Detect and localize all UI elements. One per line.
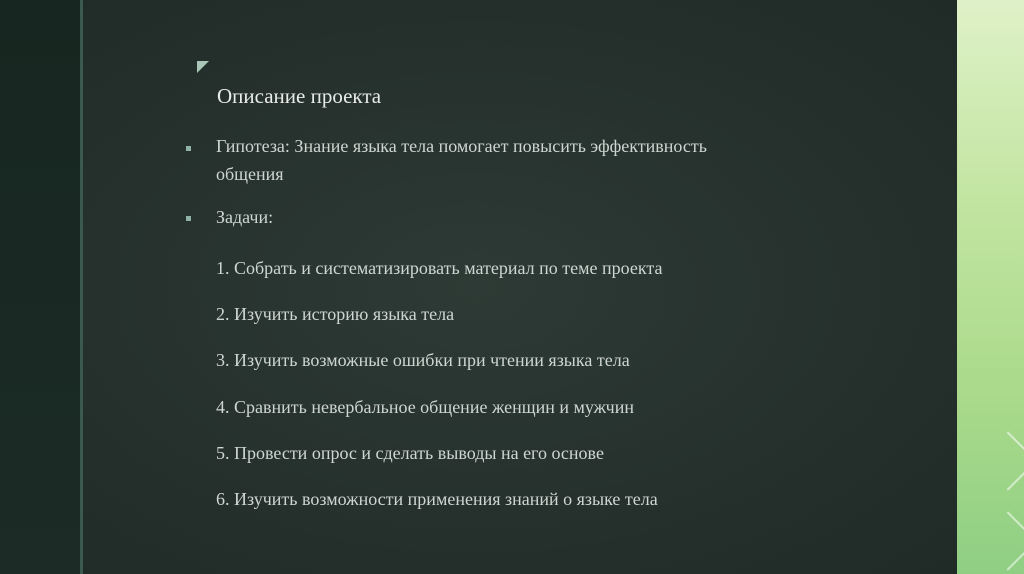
left-frame-band [0,0,80,574]
task-item: 2. Изучить историю языка тела [216,304,455,324]
right-accent-band [957,0,1024,574]
task-item: 1. Собрать и систематизировать материал по теме проекта [216,258,663,278]
bullet-tasks-heading: Задачи: [216,207,274,227]
chevron-decoration-icon [978,431,1024,490]
slide-title: Описание проекта [217,84,382,108]
task-item: 4. Сравнить невербальное общение женщин и мужчин [216,397,634,417]
corner-triangle-icon [197,61,209,73]
task-item: 5. Провести опрос и сделать выводы на его основе [216,443,604,463]
task-item: 3. Изучить возможные ошибки при чтении языка тела [216,350,630,370]
bullet-hypothesis-line1: Гипотеза: Знание языка тела помогает повысить эффективность [216,136,707,156]
bullet-hypothesis-line2: общения [216,164,284,184]
task-item: 6. Изучить возможности применения знаний о языке тела [216,489,658,509]
bullet-square-icon [186,146,191,151]
chevron-decoration-icon [978,511,1024,570]
bullet-square-icon [186,216,191,221]
